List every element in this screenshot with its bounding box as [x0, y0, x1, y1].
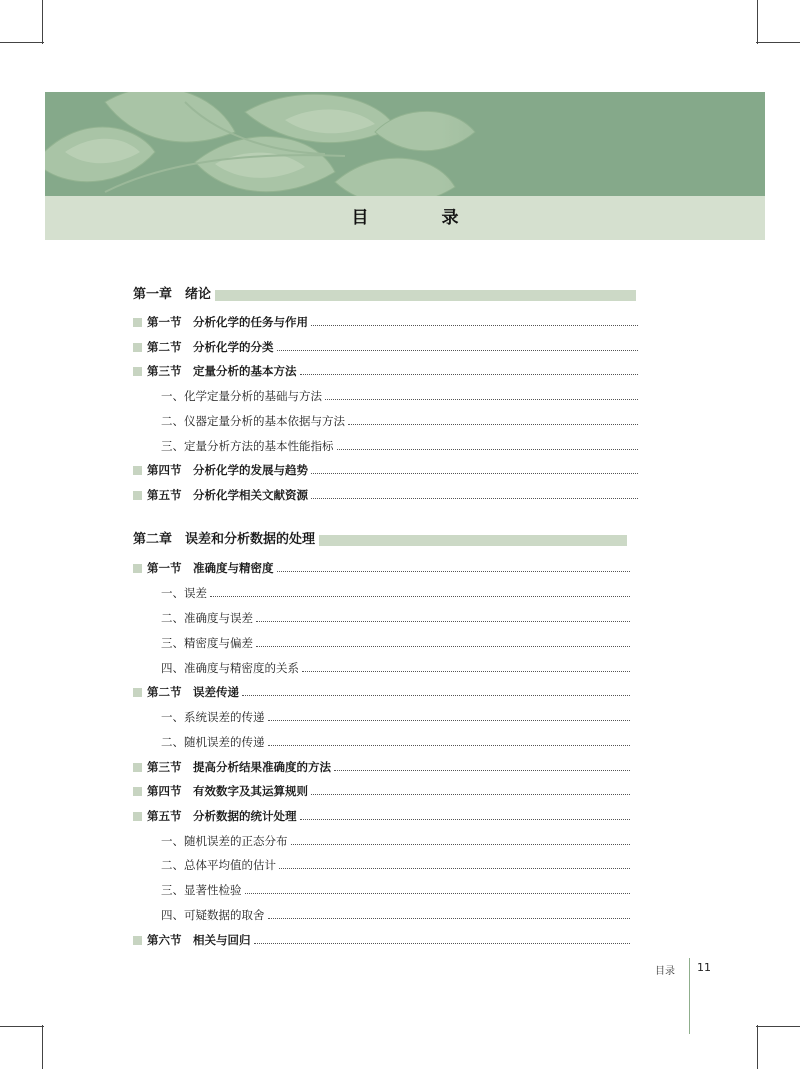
square-marker-icon — [133, 936, 142, 945]
dot-leader — [348, 423, 638, 425]
chapter-heading[interactable] — [133, 284, 636, 306]
toc-section[interactable] — [133, 807, 630, 825]
dot-leader — [245, 892, 631, 894]
square-marker-icon — [133, 466, 142, 475]
square-marker-icon — [133, 318, 142, 327]
square-marker-icon — [133, 367, 142, 376]
dot-leader — [300, 373, 639, 375]
toc-section[interactable] — [133, 931, 630, 949]
toc-entry-label: 一、随机误差的正态分布 — [161, 834, 288, 848]
square-marker-icon — [133, 688, 142, 697]
chapter-bar — [215, 290, 636, 301]
toc-entry-label: 三、定量分析方法的基本性能指标 — [161, 439, 334, 453]
toc-entry-label: 第三节 提高分析结果准确度的方法 — [147, 760, 331, 774]
toc-subsection[interactable] — [161, 881, 630, 899]
toc-entry-label: 三、显著性检验 — [161, 883, 242, 897]
toc-section[interactable] — [133, 782, 630, 800]
dot-leader — [311, 324, 638, 326]
toc-entry-label: 四、准确度与精密度的关系 — [161, 661, 299, 675]
toc-section[interactable] — [133, 683, 630, 701]
toc-subsection[interactable] — [161, 659, 630, 677]
toc-entry-label: 一、系统误差的传递 — [161, 710, 265, 724]
toc-section[interactable] — [133, 313, 638, 331]
toc-entry-label: 第一节 分析化学的任务与作用 — [147, 315, 308, 329]
toc-entry-label: 第五节 分析数据的统计处理 — [147, 809, 297, 823]
dot-leader — [334, 769, 630, 771]
dot-leader — [279, 867, 630, 869]
toc-entry-label: 二、总体平均值的估计 — [161, 858, 276, 872]
toc-subsection[interactable] — [161, 609, 630, 627]
toc-section[interactable] — [133, 559, 630, 577]
toc-subsection[interactable] — [161, 733, 630, 751]
chapter-heading[interactable] — [133, 529, 627, 551]
dot-leader — [256, 645, 630, 647]
square-marker-icon — [133, 564, 142, 573]
square-marker-icon — [133, 491, 142, 500]
dot-leader — [256, 620, 630, 622]
toc-entry-label: 一、误差 — [161, 586, 207, 600]
dot-leader — [337, 448, 639, 450]
page-number: 11 — [697, 961, 711, 974]
toc-entry-label: 第四节 分析化学的发展与趋势 — [147, 463, 308, 477]
square-marker-icon — [133, 812, 142, 821]
square-marker-icon — [133, 343, 142, 352]
toc-section[interactable] — [133, 486, 638, 504]
toc-subsection[interactable] — [161, 708, 630, 726]
footer-section-label: 目录 — [655, 966, 675, 977]
footer-divider — [689, 958, 690, 1034]
dot-leader — [291, 843, 631, 845]
toc-section[interactable] — [133, 461, 638, 479]
chapter-title: 第一章 绪论 — [133, 287, 215, 303]
toc-section[interactable] — [133, 758, 630, 776]
dot-leader — [277, 570, 631, 572]
toc-entry-label: 第二节 分析化学的分类 — [147, 340, 274, 354]
toc-entry-label: 二、准确度与误差 — [161, 611, 253, 625]
toc-subsection[interactable] — [161, 387, 638, 405]
toc-section[interactable] — [133, 362, 638, 380]
toc-entry-label: 第五节 分析化学相关文献资源 — [147, 488, 308, 502]
dot-leader — [268, 719, 631, 721]
toc-subsection[interactable] — [161, 906, 630, 924]
toc-entry-label: 一、化学定量分析的基础与方法 — [161, 389, 322, 403]
dot-leader — [311, 793, 630, 795]
title-band — [45, 196, 765, 240]
toc-subsection[interactable] — [161, 856, 630, 874]
toc-section[interactable] — [133, 338, 638, 356]
dot-leader — [302, 670, 630, 672]
page-title: 目 录 — [351, 208, 487, 228]
toc-entry-label: 第一节 准确度与精密度 — [147, 561, 274, 575]
dot-leader — [210, 595, 630, 597]
dot-leader — [277, 349, 639, 351]
dot-leader — [311, 497, 638, 499]
leaf-illustration — [45, 92, 765, 196]
toc-entry-label: 第三节 定量分析的基本方法 — [147, 364, 297, 378]
dot-leader — [268, 917, 631, 919]
dot-leader — [268, 744, 631, 746]
toc-entry-label: 三、精密度与偏差 — [161, 636, 253, 650]
toc-entry-label: 四、可疑数据的取舍 — [161, 908, 265, 922]
chapter-title: 第二章 误差和分析数据的处理 — [133, 532, 319, 548]
toc-entry-label: 第六节 相关与回归 — [147, 933, 251, 947]
toc-subsection[interactable] — [161, 634, 630, 652]
dot-leader — [325, 398, 638, 400]
square-marker-icon — [133, 787, 142, 796]
toc-subsection[interactable] — [161, 832, 630, 850]
toc-subsection[interactable] — [161, 584, 630, 602]
dot-leader — [254, 942, 631, 944]
header-banner — [45, 92, 765, 196]
dot-leader — [311, 472, 638, 474]
toc-subsection[interactable] — [161, 412, 638, 430]
square-marker-icon — [133, 763, 142, 772]
dot-leader — [300, 818, 631, 820]
toc-entry-label: 第四节 有效数字及其运算规则 — [147, 784, 308, 798]
toc-entry-label: 二、随机误差的传递 — [161, 735, 265, 749]
toc-subsection[interactable] — [161, 437, 638, 455]
toc-entry-label: 二、仪器定量分析的基本依据与方法 — [161, 414, 345, 428]
dot-leader — [242, 694, 630, 696]
toc-entry-label: 第二节 误差传递 — [147, 685, 239, 699]
chapter-bar — [319, 535, 627, 546]
